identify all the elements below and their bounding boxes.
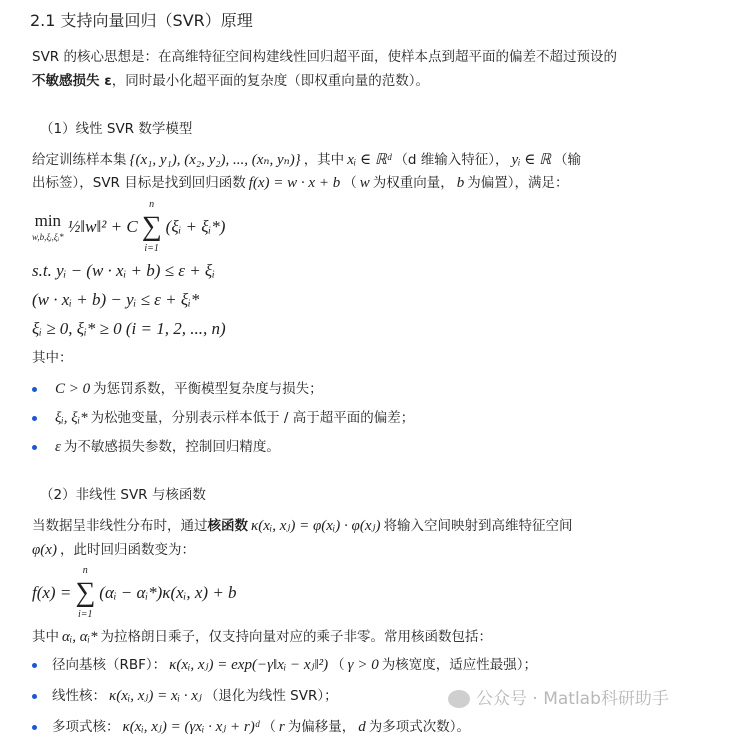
sum-symbol: ∑ [141,211,162,242]
text: 其中 [32,629,59,645]
bullet-dot [32,725,37,730]
sum-symbol: ∑ [75,577,96,608]
text: 为不敏感损失参数，控制回归精度。 [63,439,280,455]
text: 将输入空间映射到高维特征空间 [383,518,573,534]
sum-block [142,199,162,255]
formula-term: (αᵢ − αᵢ*)κ(xᵢ, x) + b [99,583,237,602]
list-item-poly [52,717,470,737]
text: （ [262,719,276,735]
math: κ(xᵢ, xⱼ) = exp(−γ‖xᵢ − xⱼ‖²) [169,657,329,673]
list-item [52,379,323,399]
watermark [448,688,669,710]
sec1-para-line-1 [32,150,581,170]
text: 为核宽度，适应性最强）； [381,657,537,673]
subheading-nonlinear: （2）非线性 SVR 与核函数 [40,487,206,503]
math: ε [55,439,61,455]
text: （d 维输入特征）， [394,152,509,168]
objective-formula [32,198,225,256]
sum-block [75,565,95,621]
text: （ [331,657,345,673]
min-subscript: w,b,ξᵢ,ξᵢ* [32,232,64,242]
sum-upper: n [82,565,88,576]
math: φ(x) [32,542,57,558]
objective-term: (ξᵢ + ξᵢ*) [165,217,226,236]
bullet-dot [32,694,37,699]
math: b [456,175,465,191]
math: κ(xᵢ, xⱼ) = xᵢ · xⱼ [109,688,202,704]
math: xᵢ ∈ ℝᵈ [347,152,392,168]
label: 多项式核： [52,719,120,735]
text: （ [343,175,357,191]
intro-line-1 [32,47,617,67]
sum-lower: i=1 [78,609,93,620]
text: （输 [554,152,581,168]
text: 出标签），SVR 目标是找到回归函数 [32,175,246,191]
label: 径向基核（RBF）： [52,657,167,673]
subheading-linear: （1）线性 SVR 数学模型 [40,121,193,137]
math: r [278,719,285,735]
list-item [52,408,414,428]
math: κ(xᵢ, xⱼ) = (γxᵢ · xⱼ + r)ᵈ [122,719,260,735]
math: C > 0 [55,381,91,397]
text: 为偏移量， [287,719,356,735]
constraint-1: s.t. yᵢ − (w · xᵢ + b) ≤ ε + ξᵢ [32,261,215,280]
watermark-text: 公众号 · Matlab科研助手 [476,689,669,709]
text: 为惩罚系数，平衡模型复杂度与损失； [93,381,323,397]
label: 线性核： [52,688,106,704]
text: 给定训练样本集 [32,152,127,168]
text: （退化为线性 SVR）； [204,688,338,704]
constraint-3: ξᵢ ≥ 0, ξᵢ* ≥ 0 (i = 1, 2, ..., n) [32,319,226,338]
bullet-dot [32,387,37,392]
intro-line-2 [32,71,429,91]
math: f(x) = w · x + b [248,175,341,191]
sum-upper: n [149,199,155,210]
formula-term: f(x) = [32,583,72,602]
math: κ(xᵢ, xⱼ) = φ(xᵢ) · φ(xⱼ) [251,518,381,534]
math: αᵢ, αᵢ* [62,629,98,645]
bullet-dot [32,416,37,421]
math: w [359,175,370,191]
section-title: 2.1 支持向量回归（SVR）原理 [30,11,253,30]
text: 为松弛变量，分别表示样本低于 / 高于超平面的偏差； [90,410,415,426]
intro-text-2: ，同时最小化超平面的复杂度（即权重向量的范数）。 [111,73,429,89]
list-item-rbf [52,655,537,675]
sec2-para-line-1 [32,516,572,536]
sec1-para-line-2 [32,173,568,193]
regression-formula [32,564,237,622]
text: ，其中 [303,152,345,168]
text: ，此时回归函数变为： [59,542,195,558]
bullet-dot [32,445,37,450]
intro-bold: 不敏感损失 ε [32,73,112,89]
text: 为权重向量， [372,175,454,191]
wechat-icon [448,690,470,708]
list-item [52,437,280,457]
list-item-linear [52,686,338,706]
constraint-2: (w · xᵢ + b) − yᵢ ≤ ε + ξᵢ* [32,290,200,309]
math: yᵢ ∈ ℝ [511,152,551,168]
math: γ > 0 [347,657,379,673]
intro-text: SVR 的核心思想是：在高维特征空间构建线性回归超平面，使样本点到超平面的偏差不超过预设的 [32,49,617,65]
math: d [358,719,366,735]
objective-term: ½‖w‖² + C [67,217,138,236]
text: 为偏置），满足： [467,175,569,191]
bullet-dot [32,663,37,668]
sec2-para-line-2 [32,540,195,560]
math: ξᵢ, ξᵢ* [55,410,88,426]
min-block [32,211,64,243]
math: {(x₁, y₁), (x₂, y₂), ..., (xₙ, yₙ)} [129,152,301,168]
text: 为多项式次数）。 [368,719,470,735]
text: 当数据呈非线性分布时，通过 [32,518,208,534]
multiplier-line [32,627,492,647]
text: 为拉格朗日乘子，仅支持向量对应的乘子非零。常用核函数包括： [100,629,492,645]
where-label: 其中： [32,350,73,366]
sum-lower: i=1 [144,243,159,254]
min-operator: min [34,211,62,230]
bold-text: 核函数 [207,518,248,534]
